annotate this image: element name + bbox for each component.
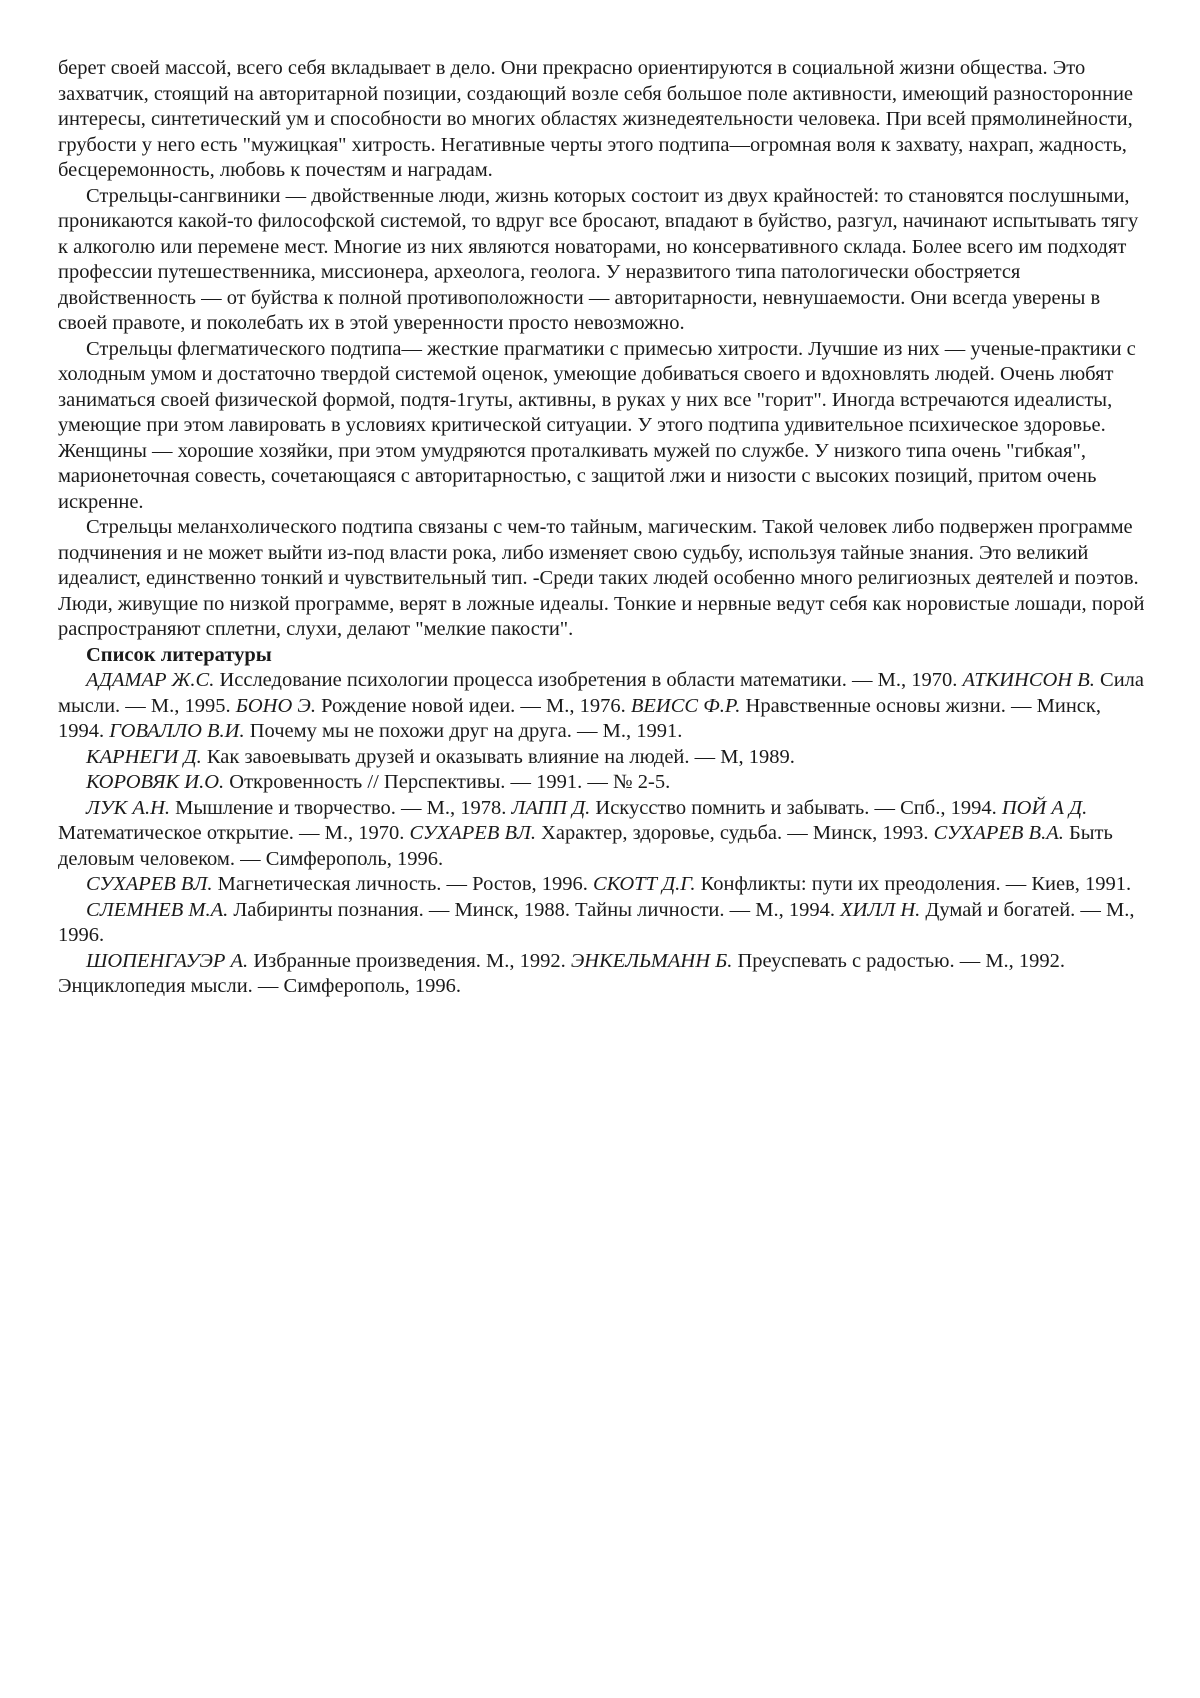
reference-text: Искусство помнить и забывать. — Спб., 1994. <box>590 796 1002 819</box>
reference-author: СУХАРЕВ ВЛ. <box>409 822 536 844</box>
reference-text: Как завоевывать друзей и оказывать влияние на людей. — М, 1989. <box>201 745 795 768</box>
reference-author: ХИЛЛ Н. <box>840 898 921 921</box>
reference-author: СЛЕМНЕВ М.А. <box>86 898 229 921</box>
reference-author: СУХАРЕВ ВЛ. <box>86 873 213 895</box>
reference-entry <box>58 872 1148 898</box>
body-paragraph: Стрельцы-сангвиники — двойственные люди, жизнь которых состоит из двух крайностей: то становятся послушными, проникаются какой-то философской системой, то вдруг все бросают, впадают в буйство, разгул, начинают испытывать тягу к алкоголю или перемене мест. Многие из них являются новаторами, но консервативного склада. Более всего им подходят профессии путешественника, миссионера, археолога, геолога. У неразвитого типа патологически обостряется двойственность — от буйства к полной противоположности — авторитарности, невнушаемости. Они всегда уверены в своей правоте, и поколебать их в этой уверенности просто невозможно. <box>58 184 1139 334</box>
reference-author: КАРНЕГИ Д. <box>86 745 202 768</box>
reference-entry <box>58 898 1148 949</box>
references-list <box>58 668 1148 1000</box>
references-heading: Список литературы <box>86 643 272 666</box>
reference-text: Сила мысли. — М., 1995. <box>58 669 1144 717</box>
reference-entry <box>58 796 1148 873</box>
reference-author: ВЕИСС Ф.Р. <box>630 694 741 717</box>
reference-entry <box>58 745 1148 771</box>
reference-author: ЛАПП Д. <box>511 796 591 819</box>
reference-entry <box>58 668 1148 745</box>
reference-author: СКОТТ Д.Г. <box>593 873 696 895</box>
body-paragraph: Стрельцы флегматического подтипа— жесткие прагматики с примесью хитрости. Лучшие из них — ученые-практики с холодным умом и достаточно твердой системой оценок, умеющие добиваться своего и вдохновлять людей. Очень любят заниматься своей физической формой, подтя-1гуты, активны, в руках у них все "горит". Иногда встречаются идеалисты, умеющие при этом лавировать в условиях критической ситуации. У этого подтипа удивительное психическое здоровье. Женщины — хорошие хозяйки, при этом умудряются проталкивать мужей по службе. У низкого типа очень "гибкая", марионеточная совесть, сочетающаяся с авторитарностью, с защитой лжи и низости с высоких позиций, притом очень искренне. <box>58 337 1136 513</box>
reference-author: БОНО Э. <box>235 694 316 717</box>
body-paragraph: Стрельцы меланхолического подтипа связаны с чем-то тайным, магическим. Такой человек либо подвержен программе подчинения и не может выйти из-под власти рока, либо изменяет свою судьбу, используя тайные знания. Это великий идеалист, единственно тонкий и чувствительный тип. -Среди таких людей особенно много религиозных деятелей и поэтов. Люди, живущие по низкой программе, верят в ложные идеалы. Тонкие и нервные ведут себя как норовистые лошади, порой распространяют сплетни, слухи, делают "мелкие пакости". <box>58 516 1145 640</box>
reference-text: Думай и богатей. — М., 1996. <box>58 898 1135 946</box>
body-paragraph: берет своей массой, всего себя вкладывает в дело. Они прекрасно ориентируются в социальной жизни общества. Это захватчик, стоящий на авторитарной позиции, создающий возле себя большое поле активности, имеющий разносторонние интересы, синтетический ум и способности во многих областях жизнедеятельности человека. При всей прямолинейности, грубости у него есть "мужицкая" хитрость. Негативные черты этого подтипа—огромная воля к захвату, нахрап, жадность, бесцеремонность, любовь к почестям и наградам. <box>58 57 1134 181</box>
reference-author: ЛУК А.Н. <box>86 796 170 819</box>
reference-text: Избранные произведения. М., 1992. <box>248 949 571 972</box>
reference-text: Конфликты: пути их преодоления. — Киев, 1991. <box>695 873 1132 895</box>
reference-text: Нравственные основы жизни. — Минск, 1994. <box>58 694 1101 742</box>
reference-author: СУХАРЕВ В.А. <box>933 822 1064 844</box>
reference-author: ШОПЕНГАУЭР А. <box>86 949 249 972</box>
reference-text: Преуспевать с радостью. — М., 1992. Энциклопедия мысли. — Симферополь, 1996. <box>58 949 1066 997</box>
reference-author: АДАМАР Ж.С. <box>86 669 215 691</box>
reference-author: АТКИНСОН В. <box>962 669 1095 691</box>
reference-author: ЭНКЕЛЬМАНН Б. <box>570 949 733 972</box>
reference-author: КОРОВЯК И.О. <box>86 771 225 793</box>
reference-author: ПОЙ А Д. <box>1001 796 1088 819</box>
reference-text: Магнетическая личность. — Ростов, 1996. <box>212 873 594 895</box>
reference-text: Характер, здоровье, судьба. — Минск, 1993. <box>536 822 934 844</box>
reference-text: Математическое открытие. — М., 1970. <box>58 822 410 844</box>
reference-entry <box>58 770 1148 796</box>
reference-text: Лабиринты познания. — Минск, 1988. Тайны личности. — М., 1994. <box>228 898 841 921</box>
reference-text: Быть деловым человеком. — Симферополь, 1996. <box>58 822 1113 870</box>
reference-text: Рождение новой идеи. — М., 1976. <box>315 694 631 717</box>
reference-text: Исследование психологии процесса изобретения в области математики. — М., 1970. <box>214 669 963 691</box>
reference-author: ГОВАЛЛО В.И. <box>109 720 245 742</box>
reference-text: Мышление и творчество. — М., 1978. <box>170 796 512 819</box>
document-page <box>58 56 1148 1000</box>
reference-text: Откровенность // Перспективы. — 1991. — № 2-5. <box>224 771 671 793</box>
reference-text: Почему мы не похожи друг на друга. — М., 1991. <box>244 720 683 742</box>
reference-entry <box>58 949 1148 1000</box>
